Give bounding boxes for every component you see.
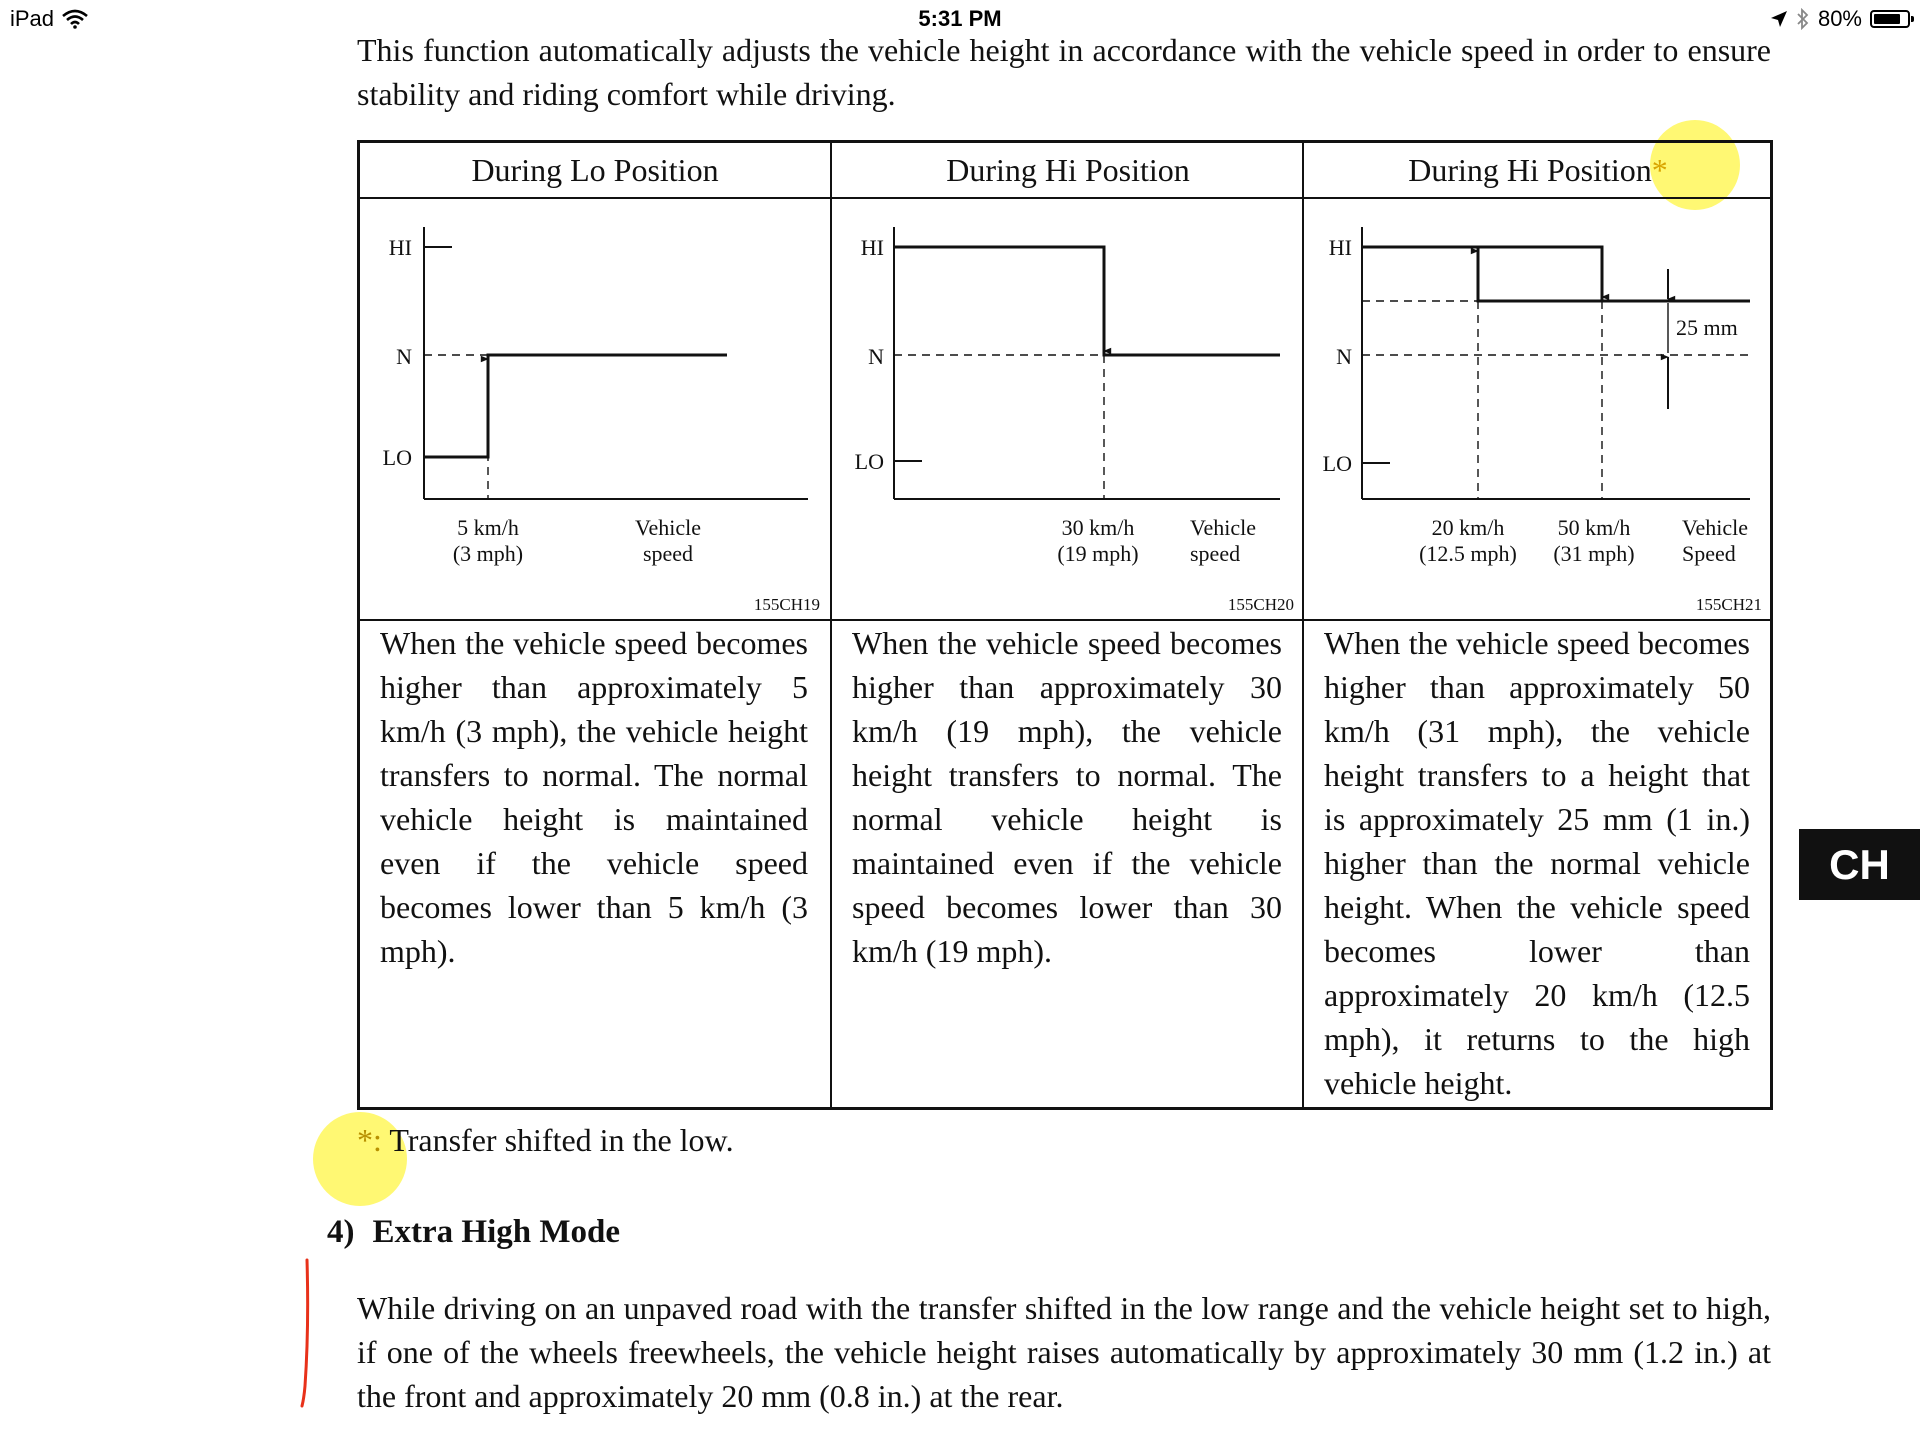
- section-number: 4): [327, 1214, 355, 1250]
- figure-code: 155CH20: [1227, 595, 1294, 614]
- x-axis-label-line1: Vehicle: [1682, 515, 1748, 540]
- battery-fill: [1874, 14, 1900, 24]
- level-label-hi: HI: [1328, 235, 1352, 260]
- status-time: 5:31 PM: [918, 6, 1002, 31]
- speed-tick-a-mph: (12.5 mph): [1419, 541, 1517, 566]
- offset-label: 25 mm: [1676, 315, 1738, 340]
- column-heading: [1304, 143, 1772, 199]
- height-graph-lo: [360, 199, 830, 621]
- speed-tick-b-kmh: 50 km/h: [1557, 515, 1631, 540]
- status-right: [1770, 6, 1910, 32]
- battery-icon: [1870, 10, 1910, 28]
- height-line-return: [1478, 247, 1602, 301]
- height-graph-hi-low-transfer: [1304, 199, 1772, 621]
- x-axis-label-line2: speed: [642, 541, 694, 566]
- speed-tick-b-mph: (31 mph): [1553, 541, 1635, 566]
- column-heading-text: During Hi Position: [946, 152, 1190, 188]
- column-heading-text: During Lo Position: [471, 152, 719, 188]
- level-label-n: N: [868, 344, 884, 369]
- height-line-high: [1362, 247, 1750, 301]
- column-description: When the vehicle speed becomes higher than approximately 50 km/h (31 mph), the vehicle height transfers to a height that is approximately 25 mm (1 in.) higher than the normal vehicle height. When the vehicle speed becomes lower than approximately 20 km/h (12.5 mph), it returns to the high vehicle height.: [1324, 625, 1750, 1101]
- speed-tick-a-kmh: 20 km/h: [1431, 515, 1505, 540]
- level-label-hi: HI: [388, 235, 412, 260]
- height-line: [424, 355, 727, 457]
- speed-tick-kmh: 30 km/h: [1061, 515, 1135, 540]
- level-label-n: N: [396, 344, 412, 369]
- battery-percent: 80%: [1817, 6, 1862, 31]
- footnote-mark: *:: [357, 1122, 382, 1158]
- column-heading: [360, 143, 830, 199]
- bluetooth-icon: [1796, 8, 1810, 30]
- x-axis-label-line2: Speed: [1682, 541, 1736, 566]
- x-axis-label-line1: Vehicle: [1190, 515, 1256, 540]
- table-column-hi-low-transfer: [1302, 143, 1772, 1107]
- section-body: While driving on an unpaved road with the transfer shifted in the low range and the vehicle height set to high, if one of the wheels freewheels, the vehicle height raises automatically by approximately 30 mm (1.2 in.) at the front and approximately 20 mm (0.8 in.) at the rear.: [357, 1290, 1771, 1414]
- level-label-lo: LO: [382, 445, 412, 470]
- column-heading-text: During Hi Position: [1408, 152, 1652, 188]
- height-line: [894, 247, 1280, 355]
- speed-tick-mph: (3 mph): [452, 541, 524, 566]
- x-axis-label-line1: Vehicle: [635, 515, 701, 540]
- speed-tick-mph: (19 mph): [1057, 541, 1139, 566]
- x-axis-label-line2: speed: [1190, 541, 1241, 566]
- height-control-table: [357, 140, 1773, 1110]
- location-arrow-icon: [1770, 10, 1788, 28]
- level-label-hi: HI: [860, 235, 884, 260]
- figure-code: 155CH21: [1695, 595, 1762, 614]
- margin-annotation-mark: [299, 1258, 313, 1408]
- section-heading: [327, 1214, 620, 1251]
- figure-code: 155CH19: [753, 595, 820, 614]
- section-title: Extra High Mode: [372, 1214, 620, 1250]
- table-column-hi: [830, 143, 1304, 1107]
- height-graph-hi: [832, 199, 1304, 621]
- level-label-n: N: [1336, 344, 1352, 369]
- speed-tick-kmh: 5 km/h: [457, 515, 519, 540]
- chapter-tab[interactable]: CH: [1799, 829, 1920, 900]
- graph-svg-lo: [360, 199, 830, 619]
- device-name: iPad: [10, 6, 55, 31]
- footnote: [357, 1122, 734, 1159]
- level-label-lo: LO: [854, 449, 884, 474]
- column-description: When the vehicle speed becomes higher than approximately 30 km/h (19 mph), the vehicle height transfers to normal. The normal vehicle height is maintained even if the vehicle speed becomes lower than 30 km/h (19 mph).: [852, 625, 1282, 969]
- graph-svg-hi-low-transfer: [1304, 199, 1772, 619]
- level-label-lo: LO: [1322, 451, 1352, 476]
- heading-asterisk: *: [1651, 152, 1668, 188]
- column-heading: [832, 143, 1304, 199]
- footnote-text: Transfer shifted in the low.: [381, 1122, 734, 1158]
- table-column-lo: [360, 143, 830, 1107]
- intro-paragraph: This function automatically adjusts the vehicle height in accordance with the vehicle speed in order to ensure stability and riding comfort while driving.: [357, 32, 1771, 112]
- graph-svg-hi: [832, 199, 1302, 619]
- column-description: When the vehicle speed becomes higher than approximately 5 km/h (3 mph), the vehicle height transfers to normal. The normal vehicle height is maintained even if the vehicle speed becomes lower than 5 km/h (3 mph).: [380, 625, 808, 969]
